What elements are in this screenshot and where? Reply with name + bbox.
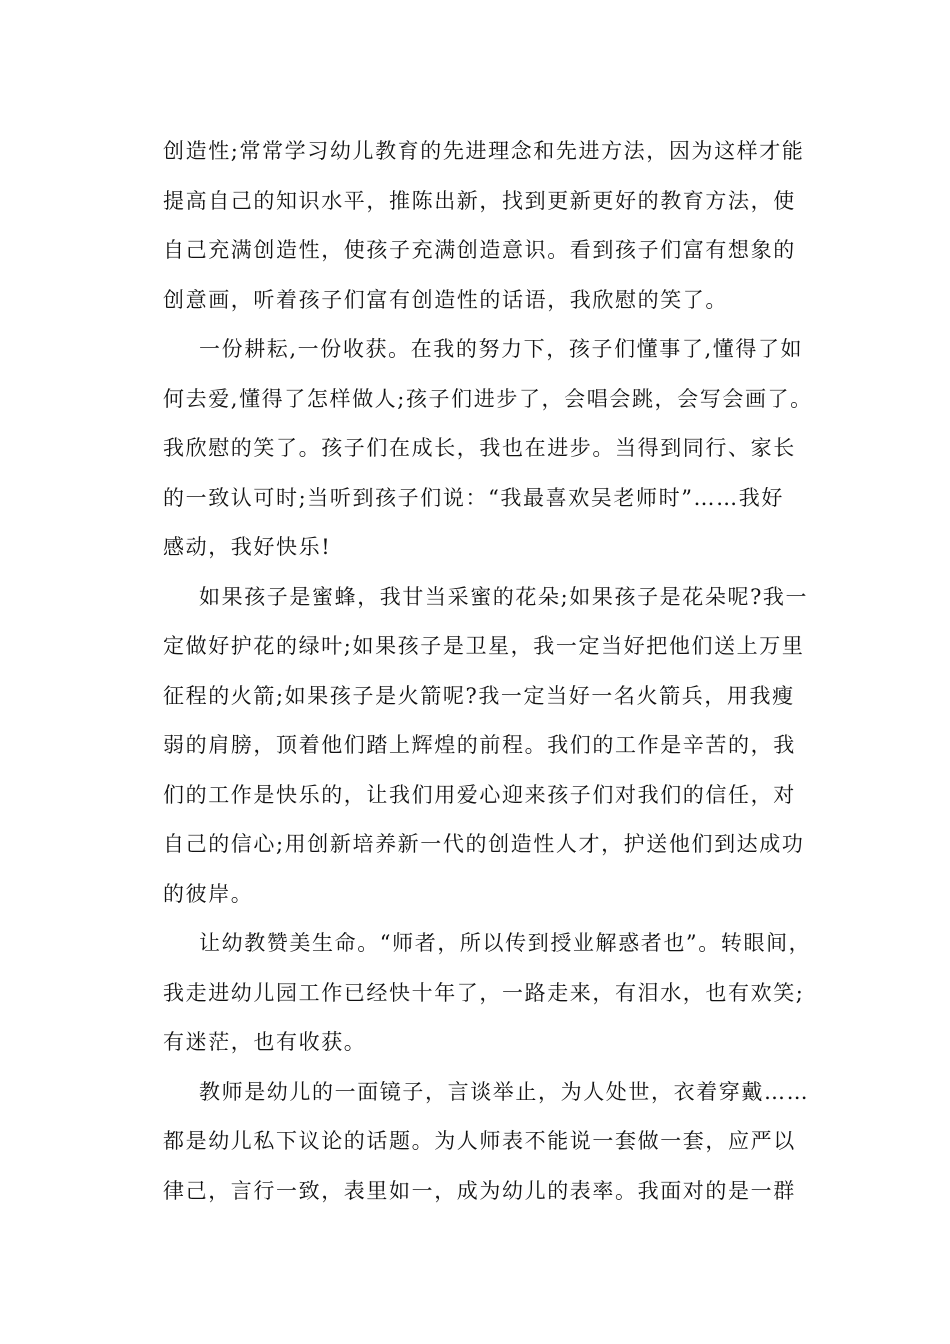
text-line: 感动，我好快乐! <box>163 535 332 559</box>
text-line: 一份耕耘,一份收获。在我的努力下，孩子们懂事了,懂得了如 <box>199 337 804 361</box>
text-line: 有迷茫，也有收获。 <box>163 1030 367 1054</box>
paragraph-5 <box>163 1068 813 1217</box>
text-line: 创造性;常常学习幼儿教育的先进理念和先进方法，因为这样才能 <box>163 139 805 163</box>
text-line: 的一致认可时;当听到孩子们说：“我最喜欢吴老师时”……我好 <box>163 485 784 510</box>
text-line: 们的工作是快乐的，让我们用爱心迎来孩子们对我们的信任，对 <box>163 782 796 807</box>
paragraph-1 <box>163 127 813 325</box>
text-line: 弱的肩膀，顶着他们踏上辉煌的前程。我们的工作是辛苦的，我 <box>163 733 796 757</box>
text-line: 自己充满创造性，使孩子充满创造意识。看到孩子们富有想象的 <box>163 238 796 262</box>
text-line: 都是幼儿私下议论的话题。为人师表不能说一套做一套，应严以 <box>163 1129 796 1153</box>
text-line: 如果孩子是蜜蜂，我甘当采蜜的花朵;如果孩子是花朵呢?我一 <box>199 584 809 609</box>
document-body <box>163 127 813 1216</box>
text-line: 的彼岸。 <box>163 881 254 906</box>
paragraph-2 <box>163 325 813 573</box>
text-line: 征程的火箭;如果孩子是火箭呢?我一定当好一名火箭兵，用我瘦 <box>163 683 795 708</box>
text-line: 我走进幼儿园工作已经快十年了，一路走来，有泪水，也有欢笑; <box>163 980 805 1005</box>
text-line: 我欣慰的笑了。孩子们在成长，我也在进步。当得到同行、家长 <box>163 436 796 460</box>
paragraph-3 <box>163 573 813 920</box>
text-line: 定做好护花的绿叶;如果孩子是卫星，我一定当好把他们送上万里 <box>163 634 805 658</box>
text-line: 律己，言行一致，表里如一，成为幼儿的表率。我面对的是一群 <box>163 1178 796 1203</box>
paragraph-4 <box>163 919 813 1068</box>
text-line: 自己的信心;用创新培养新一代的创造性人才，护送他们到达成功 <box>163 832 805 856</box>
text-line: 创意画，听着孩子们富有创造性的话语，我欣慰的笑了。 <box>163 287 728 312</box>
text-line: 让幼教赞美生命。“师者，所以传到授业解惑者也”。转眼间， <box>199 931 812 955</box>
text-line: 何去爱,懂得了怎样做人;孩子们进步了，会唱会跳，会写会画了。 <box>163 386 813 411</box>
text-line: 提高自己的知识水平，推陈出新，找到更新更好的教育方法，使 <box>163 188 796 213</box>
text-line: 教师是幼儿的一面镜子，言谈举止，为人处世，衣着穿戴…… <box>199 1079 810 1104</box>
